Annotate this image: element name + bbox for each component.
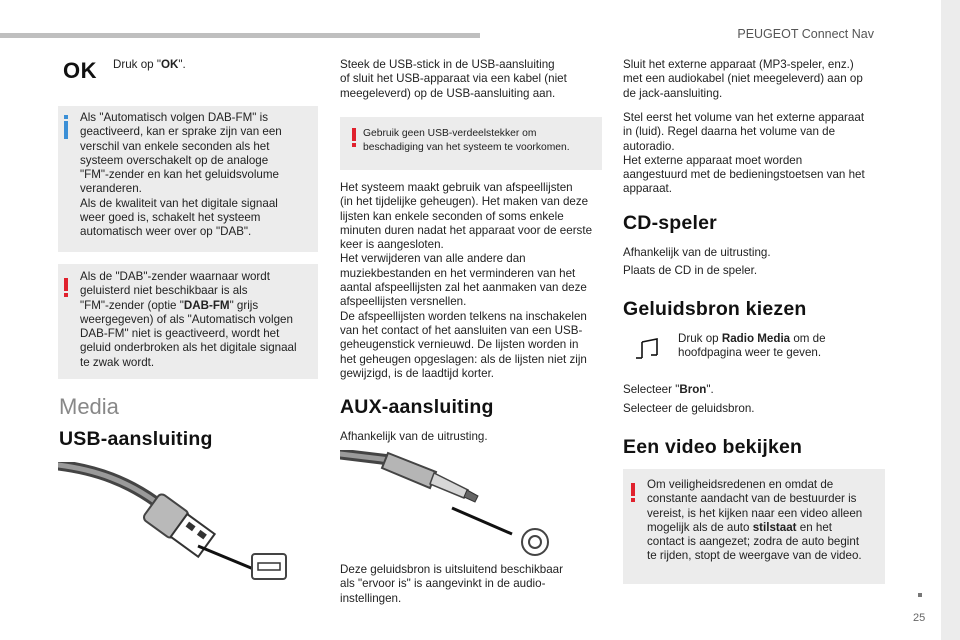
- text-line: in (luid). Regel daarna het volume van de: [623, 125, 836, 139]
- text-line: geheugenstick vernieuwd. De lijsten worden in: [340, 338, 579, 352]
- aux-dependency: Afhankelijk van de uitrusting.: [340, 430, 488, 443]
- info-line: Als de kwaliteit van het digitale signaal: [80, 196, 278, 210]
- text-line: Het verwijderen van alle andere dan: [340, 252, 526, 266]
- text-line: Stel eerst het volume van het externe apparaat: [623, 111, 865, 124]
- warning-line: DAB-FM" niet is geactiveerd, wordt het: [80, 327, 280, 341]
- ok-instruction: [113, 58, 186, 72]
- text-line: minuten duren nadat het apparaat voor de eerste: [340, 223, 593, 237]
- text-bold: Radio Media: [721, 332, 791, 345]
- select-audio-source: Selecteer de geluidsbron.: [623, 402, 755, 415]
- aux-note-text: [340, 563, 602, 606]
- warning-line: contact is aangezet; zodra de auto begint: [647, 535, 860, 549]
- info-line: weer goed is, schakelt het systeem: [80, 211, 261, 225]
- text-part: Selecteer ": [623, 383, 680, 396]
- warning-icon: [64, 278, 68, 291]
- header-rule: [0, 33, 480, 38]
- header-title: PEUGEOT Connect Nav: [737, 27, 874, 41]
- warning-line: weergegeven) of als "Automatisch volgen: [80, 312, 293, 326]
- warning-line: Gebruik geen USB-verdeelstekker om: [363, 128, 537, 139]
- page-number: 25: [913, 612, 926, 624]
- warning-box-text: [647, 478, 883, 564]
- text-line: meegeleverd) op de USB-aansluiting aan.: [340, 86, 556, 100]
- heading-source: Geluidsbron kiezen: [623, 298, 807, 320]
- external-volume-text: [623, 111, 885, 197]
- text-line: of sluit het USB-apparaat via een kabel (niet: [340, 72, 567, 86]
- usb-intro-text: [340, 58, 602, 101]
- warning-line: Als de "DAB"-zender waarnaar wordt: [80, 270, 270, 283]
- warning-line: constante aandacht van de bestuurder is: [647, 492, 857, 506]
- text-line: hoofdpagina weer te geven.: [678, 346, 822, 360]
- text-line: De afspeellijsten worden telkens na inschakelen: [340, 309, 587, 323]
- warning-line-part: mogelijk als de auto: [647, 520, 753, 534]
- select-source-instruction: [623, 383, 714, 397]
- info-line: veranderen.: [80, 182, 142, 196]
- warning-line-bold: stilstaat: [752, 520, 797, 534]
- external-device-text: [623, 58, 885, 101]
- heading-video: Een video bekijken: [623, 436, 803, 458]
- warning-line: Om veiligheidsredenen en omdat de: [647, 478, 834, 491]
- warning-line: te rijden, stopt de weergave van de video.: [647, 549, 862, 563]
- warning-icon: [631, 483, 635, 496]
- jack-cable-illustration: [340, 450, 556, 560]
- text-line: (in het tijdelijke geheugen). Het maken van deze: [340, 195, 589, 209]
- heading-cd: CD-speler: [623, 212, 717, 234]
- text-part: Druk op: [678, 332, 722, 345]
- warning-line: beschadiging van het systeem te voorkomen.: [363, 141, 570, 153]
- text-line: afspeellijsten versnellen.: [340, 295, 467, 309]
- text-line: muziekbestanden en het verminderen van het: [340, 266, 576, 280]
- text-line: Steek de USB-stick in de USB-aansluiting: [340, 58, 555, 71]
- music-note-icon: [634, 338, 660, 362]
- text-line: [678, 332, 878, 346]
- text-line: het geheugen opgeslagen: als de lijsten niet zijn: [340, 352, 587, 366]
- text-line: van het contact of het aansluiten van een USB-: [340, 323, 583, 337]
- warning-line-part: " grijs: [229, 298, 259, 312]
- text-line: aantal afspeellijsten zal het aanmaken van deze: [340, 281, 587, 295]
- text-line: aangestuurd met de bedieningstoetsen van het: [623, 168, 865, 182]
- cd-instruction: Plaats de CD in de speler.: [623, 264, 758, 277]
- info-line: Als "Automatisch volgen DAB-FM" is: [80, 111, 268, 124]
- page-side-strip: [941, 0, 960, 640]
- warning-line: [647, 521, 883, 535]
- text-line: met een audiokabel (niet meegeleverd) aan op: [623, 72, 863, 86]
- warning-line-part: en het: [796, 520, 832, 534]
- warning-box-video: [623, 469, 885, 584]
- info-line: verschil van enkele seconden als het: [80, 139, 270, 153]
- usb-cable-illustration: [58, 462, 290, 582]
- text-line: lijsten kan enkele seconden of soms enkele: [340, 209, 564, 223]
- info-line: "FM"-zender en kan het geluidsvolume: [80, 168, 279, 182]
- text-line: als "ervoor is" is aangevinkt in de audio-: [340, 577, 546, 591]
- ok-instruction-post: ".: [178, 58, 186, 71]
- warning-box-dab: [58, 264, 318, 379]
- warning-line-bold: DAB-FM: [183, 298, 230, 312]
- warning-line: geluisterd niet beschikbaar is als: [80, 284, 248, 298]
- info-line: geactiveerd, kan er sprake zijn van een: [80, 125, 282, 139]
- page-dot: [918, 593, 922, 597]
- text-line: Het systeem maakt gebruik van afspeellijsten: [340, 181, 573, 194]
- info-line: automatisch weer over op "DAB".: [80, 225, 252, 239]
- text-line: keer is aangesloten.: [340, 238, 444, 252]
- playlist-text: [340, 181, 602, 381]
- text-line: Het externe apparaat moet worden: [623, 153, 803, 167]
- text-part: ".: [706, 383, 714, 396]
- text-bold: Bron: [679, 383, 707, 396]
- text-part: om de: [790, 332, 826, 345]
- warning-box-usb: [340, 117, 602, 170]
- warning-icon: [352, 128, 356, 141]
- warning-line: vereist, is het kijken naar een video alleen: [647, 506, 863, 520]
- warning-line: [80, 299, 316, 313]
- warning-line: geluid onderbroken als het digitale signaal: [80, 341, 297, 355]
- source-instruction: [678, 332, 878, 361]
- info-box-dab: [58, 106, 318, 252]
- ok-instruction-bold: OK: [160, 58, 179, 71]
- warning-line: te zwak wordt.: [80, 355, 155, 369]
- warning-box-text: [80, 270, 316, 370]
- text-line: apparaat.: [623, 182, 672, 196]
- warning-box-text: [363, 127, 570, 154]
- text-line: Deze geluidsbron is uitsluitend beschikbaar: [340, 563, 563, 576]
- text-line: instellingen.: [340, 591, 402, 605]
- heading-usb: USB-aansluiting: [59, 428, 213, 450]
- text-line: de jack-aansluiting.: [623, 86, 723, 100]
- cd-dependency: Afhankelijk van de uitrusting.: [623, 246, 771, 259]
- ok-instruction-pre: Druk op ": [113, 58, 161, 71]
- ok-button-icon: OK: [63, 58, 97, 83]
- warning-line-part: "FM"-zender (optie ": [80, 298, 184, 312]
- text-line: autoradio.: [623, 139, 675, 153]
- info-box-text: [80, 111, 316, 240]
- text-line: Sluit het externe apparaat (MP3-speler, enz.): [623, 58, 854, 71]
- heading-aux: AUX-aansluiting: [340, 396, 494, 418]
- info-line: systeem overschakelt op de analoge: [80, 153, 269, 167]
- text-line: gewijzigd, is de laadtijd korter.: [340, 366, 495, 380]
- info-icon: [64, 121, 68, 139]
- section-title-media: Media: [59, 394, 119, 419]
